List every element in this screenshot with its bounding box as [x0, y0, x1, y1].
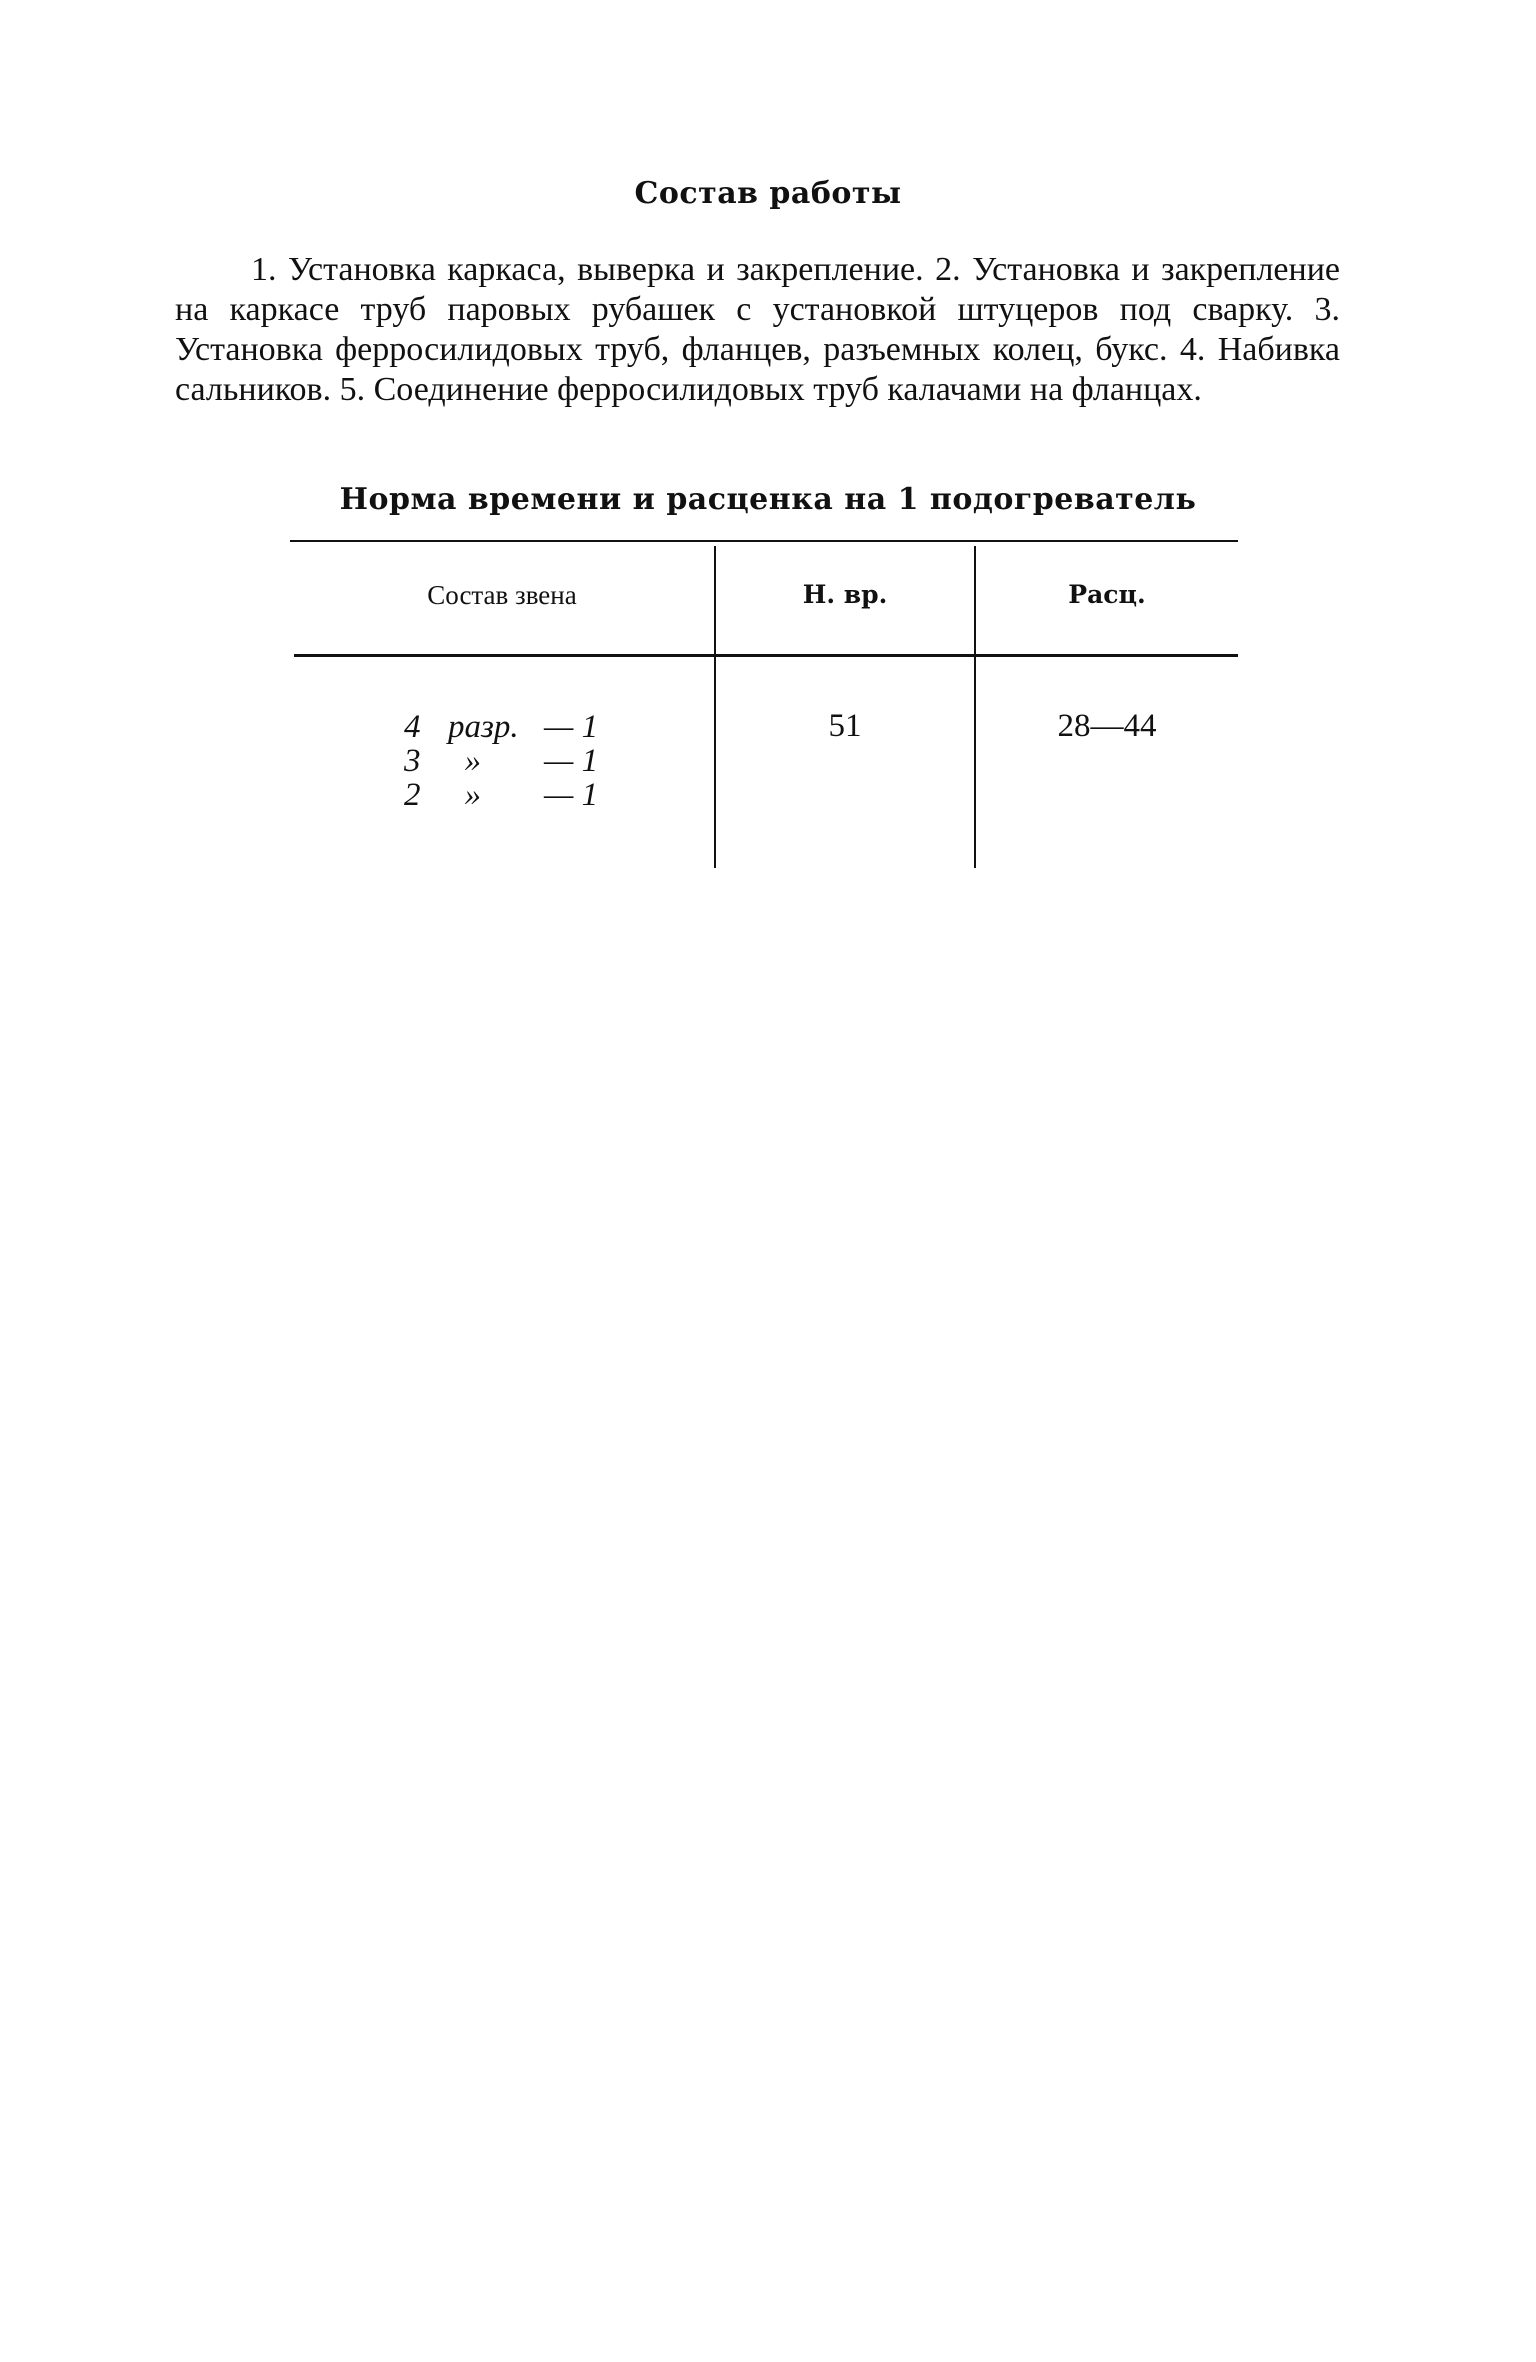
crew-row — [404, 744, 598, 778]
rate-value: 28—44 — [1057, 708, 1157, 744]
header-rate: Расц. — [1068, 580, 1146, 609]
crew-count: — 1 — [544, 777, 599, 813]
crew-composition — [404, 710, 598, 812]
crew-grade: 4 — [404, 709, 421, 745]
crew-count: — 1 — [544, 743, 599, 779]
crew-grade: 3 — [404, 743, 421, 779]
crew-count: — 1 — [544, 709, 599, 745]
work-description-text: 1. Установка каркаса, выверка и закрепление. 2. Установка и закрепление на каркасе труб паровых рубашек с установкой штуцеров под сварку. 3. Установка ферросилидовых труб, фланцев, разъемных колец, букс. 4. Набивка сальников. 5. Соединение ферросилидовых труб калачами на фланцах. — [175, 251, 1340, 408]
crew-unit: » — [448, 743, 481, 779]
time-norm-value: 51 — [828, 708, 862, 744]
norm-table — [290, 540, 1238, 870]
table-header-rule — [294, 654, 1238, 657]
header-crew: Состав звена — [427, 580, 577, 610]
crew-unit: » — [448, 777, 481, 813]
table-top-rule — [290, 540, 1238, 542]
crew-unit: разр. — [448, 709, 519, 745]
table-title: Норма времени и расценка на 1 подогреватель — [339, 482, 1197, 517]
crew-grade: 2 — [404, 777, 421, 813]
header-time-norm: Н. вр. — [802, 580, 888, 609]
crew-row — [404, 778, 598, 812]
section-title: Состав работы — [634, 176, 902, 211]
work-description — [175, 250, 1340, 410]
crew-row — [404, 710, 598, 744]
